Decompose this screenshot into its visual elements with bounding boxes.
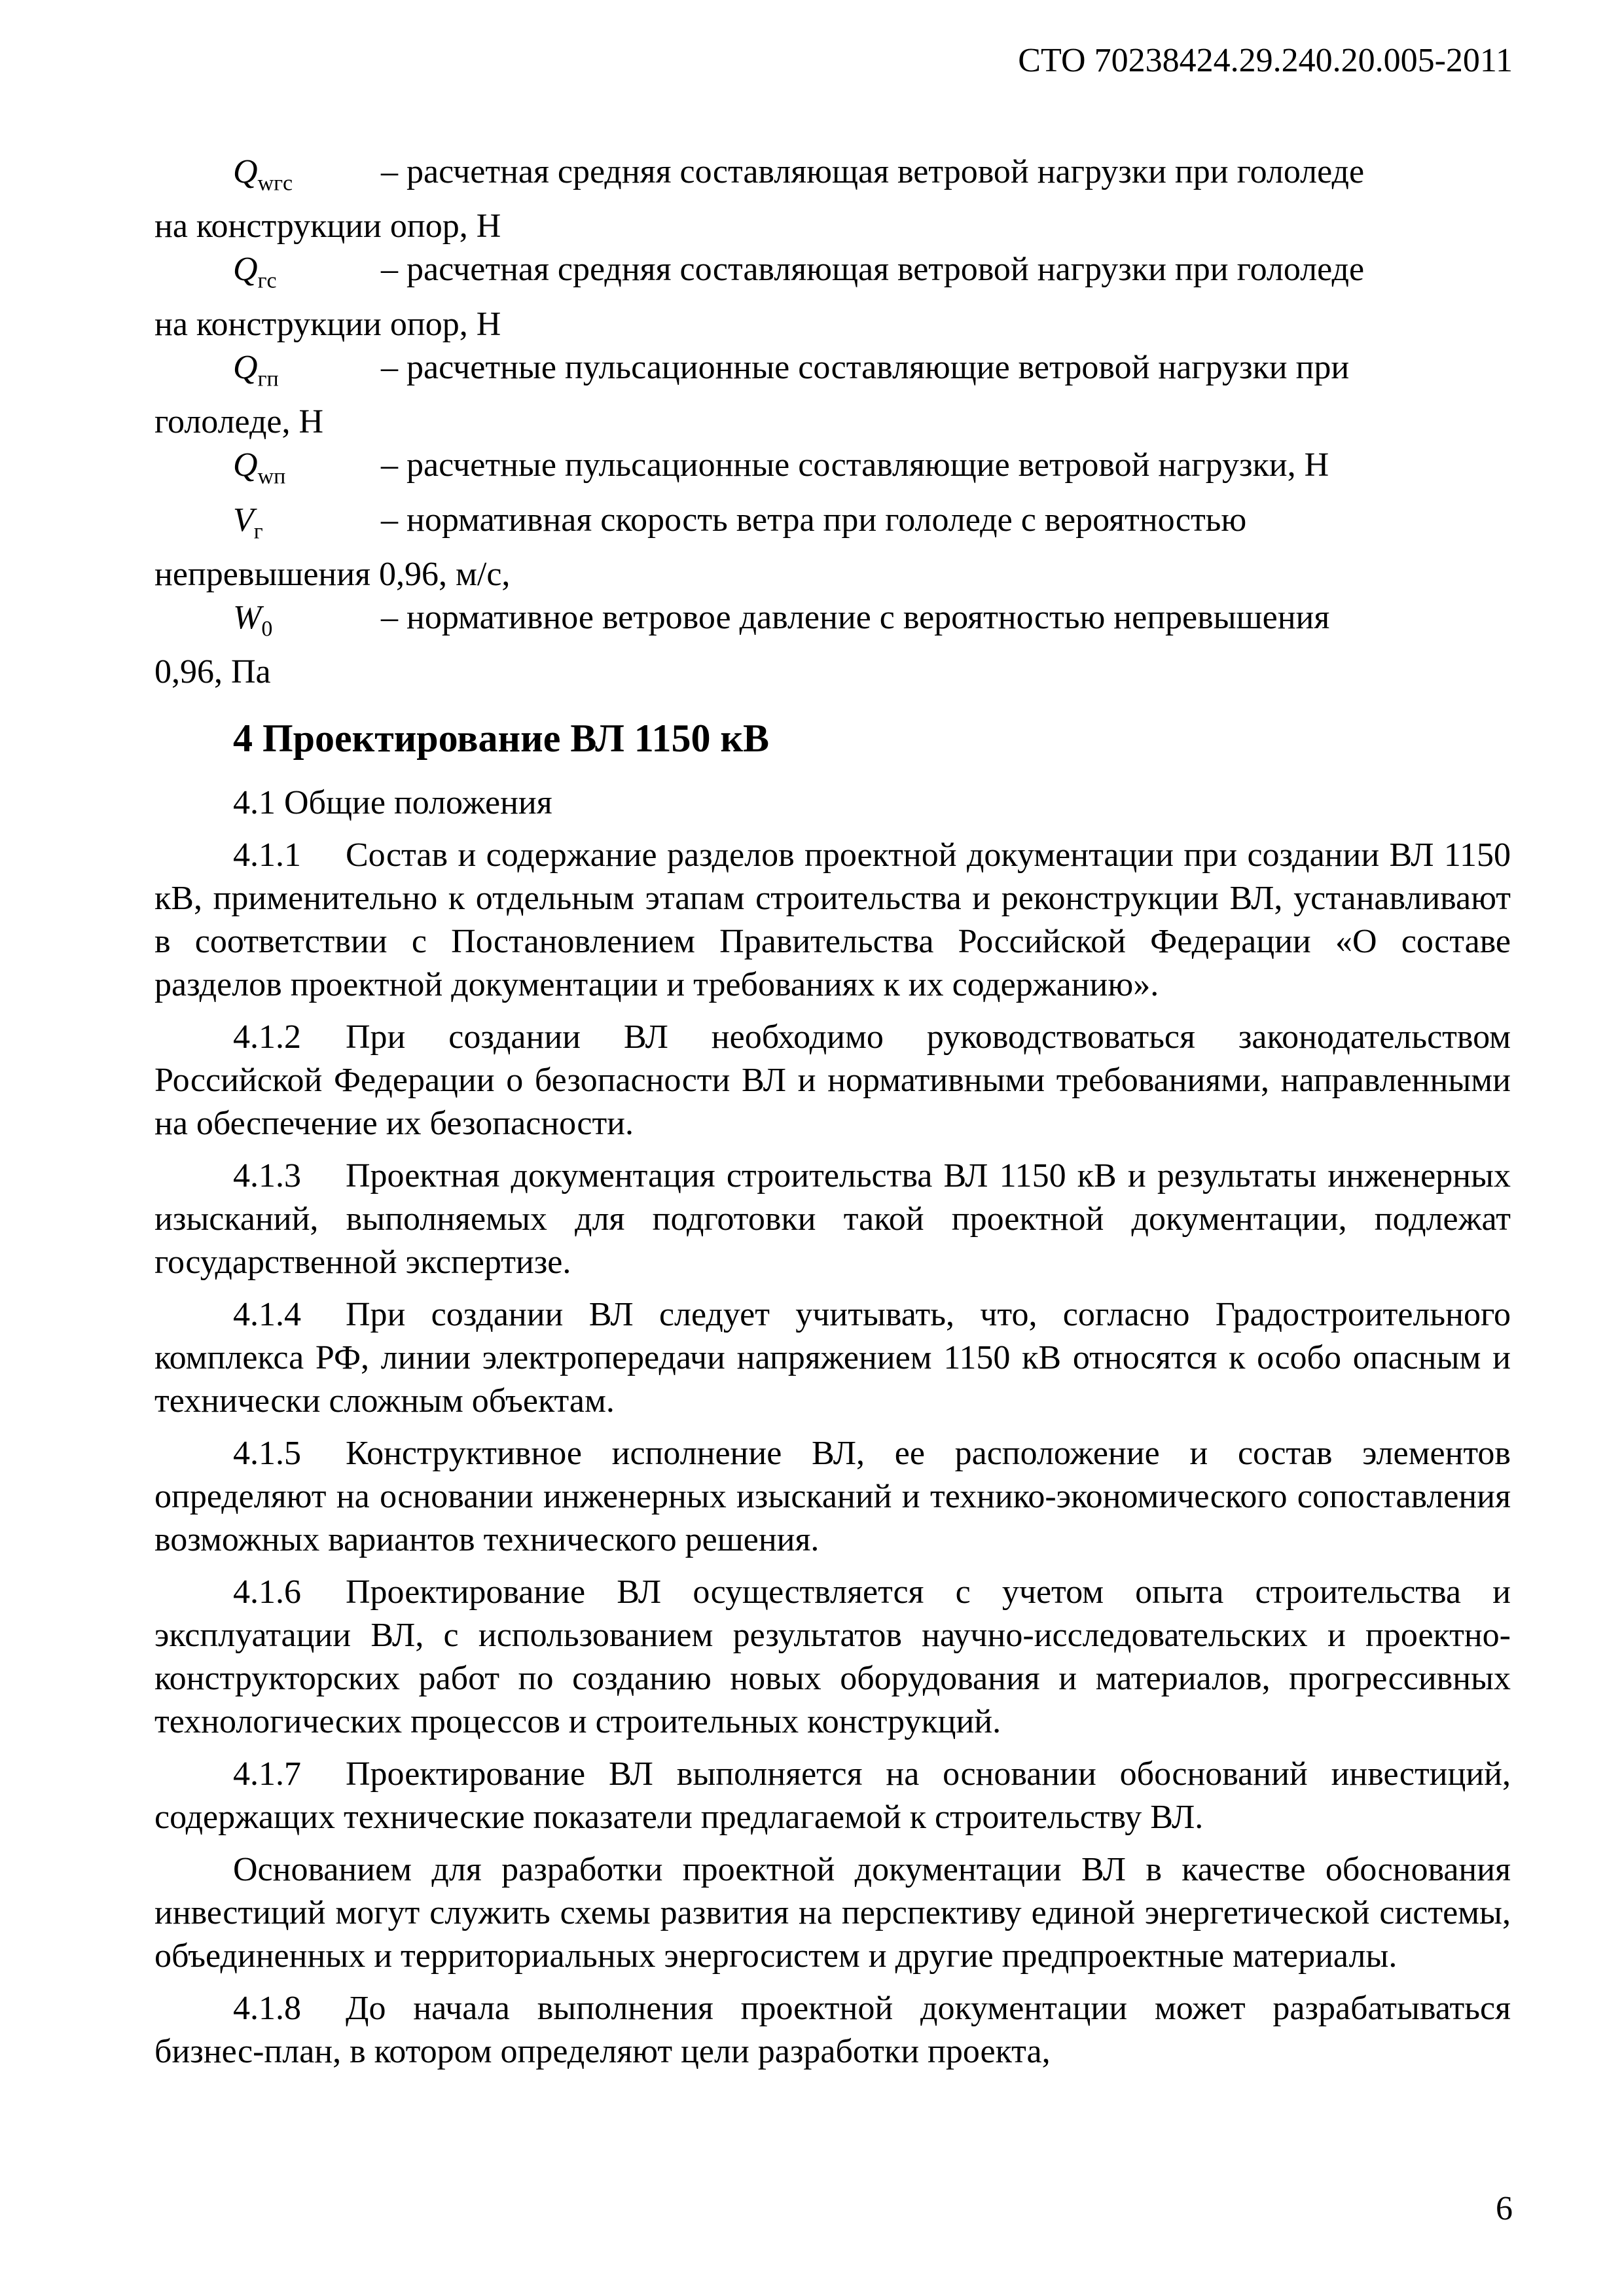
paragraph-text: Основанием для разработки проектной документации ВЛ в качестве обоснования инвестиций могут служить схемы развития на перспективу единой энергетической системы, объединенных и территориальных энергосистем и другие предпроектные материалы.: [154, 1851, 1511, 1975]
terms-list: [154, 151, 1511, 694]
term-entry: [154, 444, 1511, 498]
subsection-heading: 4.1 Общие положения: [233, 784, 552, 822]
term-definition-cont: 0,96, Па: [154, 653, 271, 691]
paragraph-number: 4.1.5: [233, 1435, 301, 1473]
paragraph-number: 4.1.1: [233, 836, 301, 874]
term-definition: – нормативное ветровое давление с вероятностью непревышения: [381, 598, 1330, 636]
term-definition: – расчетные пульсационные составляющие ветровой нагрузки, Н: [381, 446, 1329, 484]
term-symbol: $Q_{wп}$: [233, 446, 286, 489]
paragraph-4-1-4: [154, 1293, 1511, 1423]
term-entry: [154, 151, 1511, 248]
term-definition: – расчетные пульсационные составляющие ветровой нагрузки при: [381, 348, 1350, 386]
term-symbol: $Q_{гс}$: [233, 251, 277, 293]
paragraph-4-1-6: [154, 1571, 1511, 1744]
term-entry: [154, 499, 1511, 596]
term-definition: – расчетная средняя составляющая ветровой нагрузки при гололеде: [381, 153, 1365, 190]
paragraph-text: Проектирование ВЛ выполняется на основании обоснований инвестиций, содержащих технические показатели предлагаемой к строительству ВЛ.: [154, 1755, 1511, 1837]
term-symbol: $V_г$: [233, 501, 263, 543]
paragraph-4-1-7: [154, 1753, 1511, 1839]
term-definition-cont: гололеде, Н: [154, 403, 324, 441]
paragraph-4-1-3: [154, 1155, 1511, 1284]
term-symbol: $W_0$: [233, 598, 273, 641]
paragraph-text: Проектная документация строительства ВЛ 1150 кВ и результаты инженерных изысканий, выполняемых для подготовки такой проектной документации, подлежат государственной экспертизе.: [154, 1157, 1511, 1282]
term-definition-cont: на конструкции опор, Н: [154, 305, 501, 343]
term-entry: [154, 596, 1511, 694]
paragraph-text: Проектирование ВЛ осуществляется с учетом опыта строительства и эксплуатации ВЛ, с использованием результатов научно-исследовательских и проектно-конструкторских работ по созданию новых оборудования и материалов, прогрессивных технологических процессов и строительных конструкций.: [154, 1573, 1511, 1741]
term-definition-cont: на конструкции опор, Н: [154, 207, 501, 245]
paragraph-unnumbered: [154, 1848, 1511, 1978]
document-body: [154, 151, 1511, 2083]
paragraph-number: 4.1.6: [233, 1573, 301, 1611]
section-heading: 4 Проектирование ВЛ 1150 кВ: [233, 717, 770, 761]
term-entry: [154, 346, 1511, 444]
paragraph-text: Конструктивное исполнение ВЛ, ее расположение и состав элементов определяют на основании инженерных изысканий и технико-экономического сопоставления возможных вариантов технического решения.: [154, 1435, 1511, 1559]
term-symbol: $Q_{гп}$: [233, 348, 279, 391]
paragraph-text: Состав и содержание разделов проектной документации при создании ВЛ 1150 кВ, применительно к отдельным этапам строительства и реконструкции ВЛ, устанавливают в соответствии с Постановлением Правительства Российской Федерации «О составе разделов проектной документации и требованиях к их содержанию».: [154, 836, 1511, 1004]
paragraph-4-1-5: [154, 1432, 1511, 1562]
paragraph-number: 4.1.4: [233, 1296, 301, 1334]
paragraph-4-1-1: [154, 834, 1511, 1007]
term-symbol: $Q_{wгс}$: [233, 153, 293, 196]
term-definition: – расчетная средняя составляющая ветровой нагрузки при гололеде: [381, 251, 1365, 289]
term-definition: – нормативная скорость ветра при гололеде с вероятностью: [381, 501, 1247, 539]
paragraph-text: До начала выполнения проектной документации может разрабатываться бизнес-план, в котором определяют цели разработки проекта,: [154, 1990, 1511, 2071]
document-code: СТО 70238424.29.240.20.005-2011: [1018, 42, 1513, 79]
term-definition-cont: непревышения 0,96, м/с,: [154, 555, 511, 593]
paragraph-4-1-2: [154, 1016, 1511, 1145]
paragraph-4-1-8: [154, 1987, 1511, 2073]
paragraph-number: 4.1.3: [233, 1157, 301, 1195]
term-entry: [154, 248, 1511, 346]
paragraph-number: 4.1.8: [233, 1990, 301, 2028]
paragraph-text: При создании ВЛ следует учитывать, что, согласно Градостроительного комплекса РФ, линии электропередачи напряжением 1150 кВ относятся к особо опасным и технически сложным объектам.: [154, 1296, 1511, 1420]
paragraph-text: При создании ВЛ необходимо руководствоваться законодательством Российской Федерации о безопасности ВЛ и нормативными требованиями, направленными на обеспечение их безопасности.: [154, 1018, 1511, 1143]
page-number: 6: [1496, 2190, 1513, 2227]
paragraph-number: 4.1.2: [233, 1018, 301, 1056]
paragraph-number: 4.1.7: [233, 1755, 301, 1793]
